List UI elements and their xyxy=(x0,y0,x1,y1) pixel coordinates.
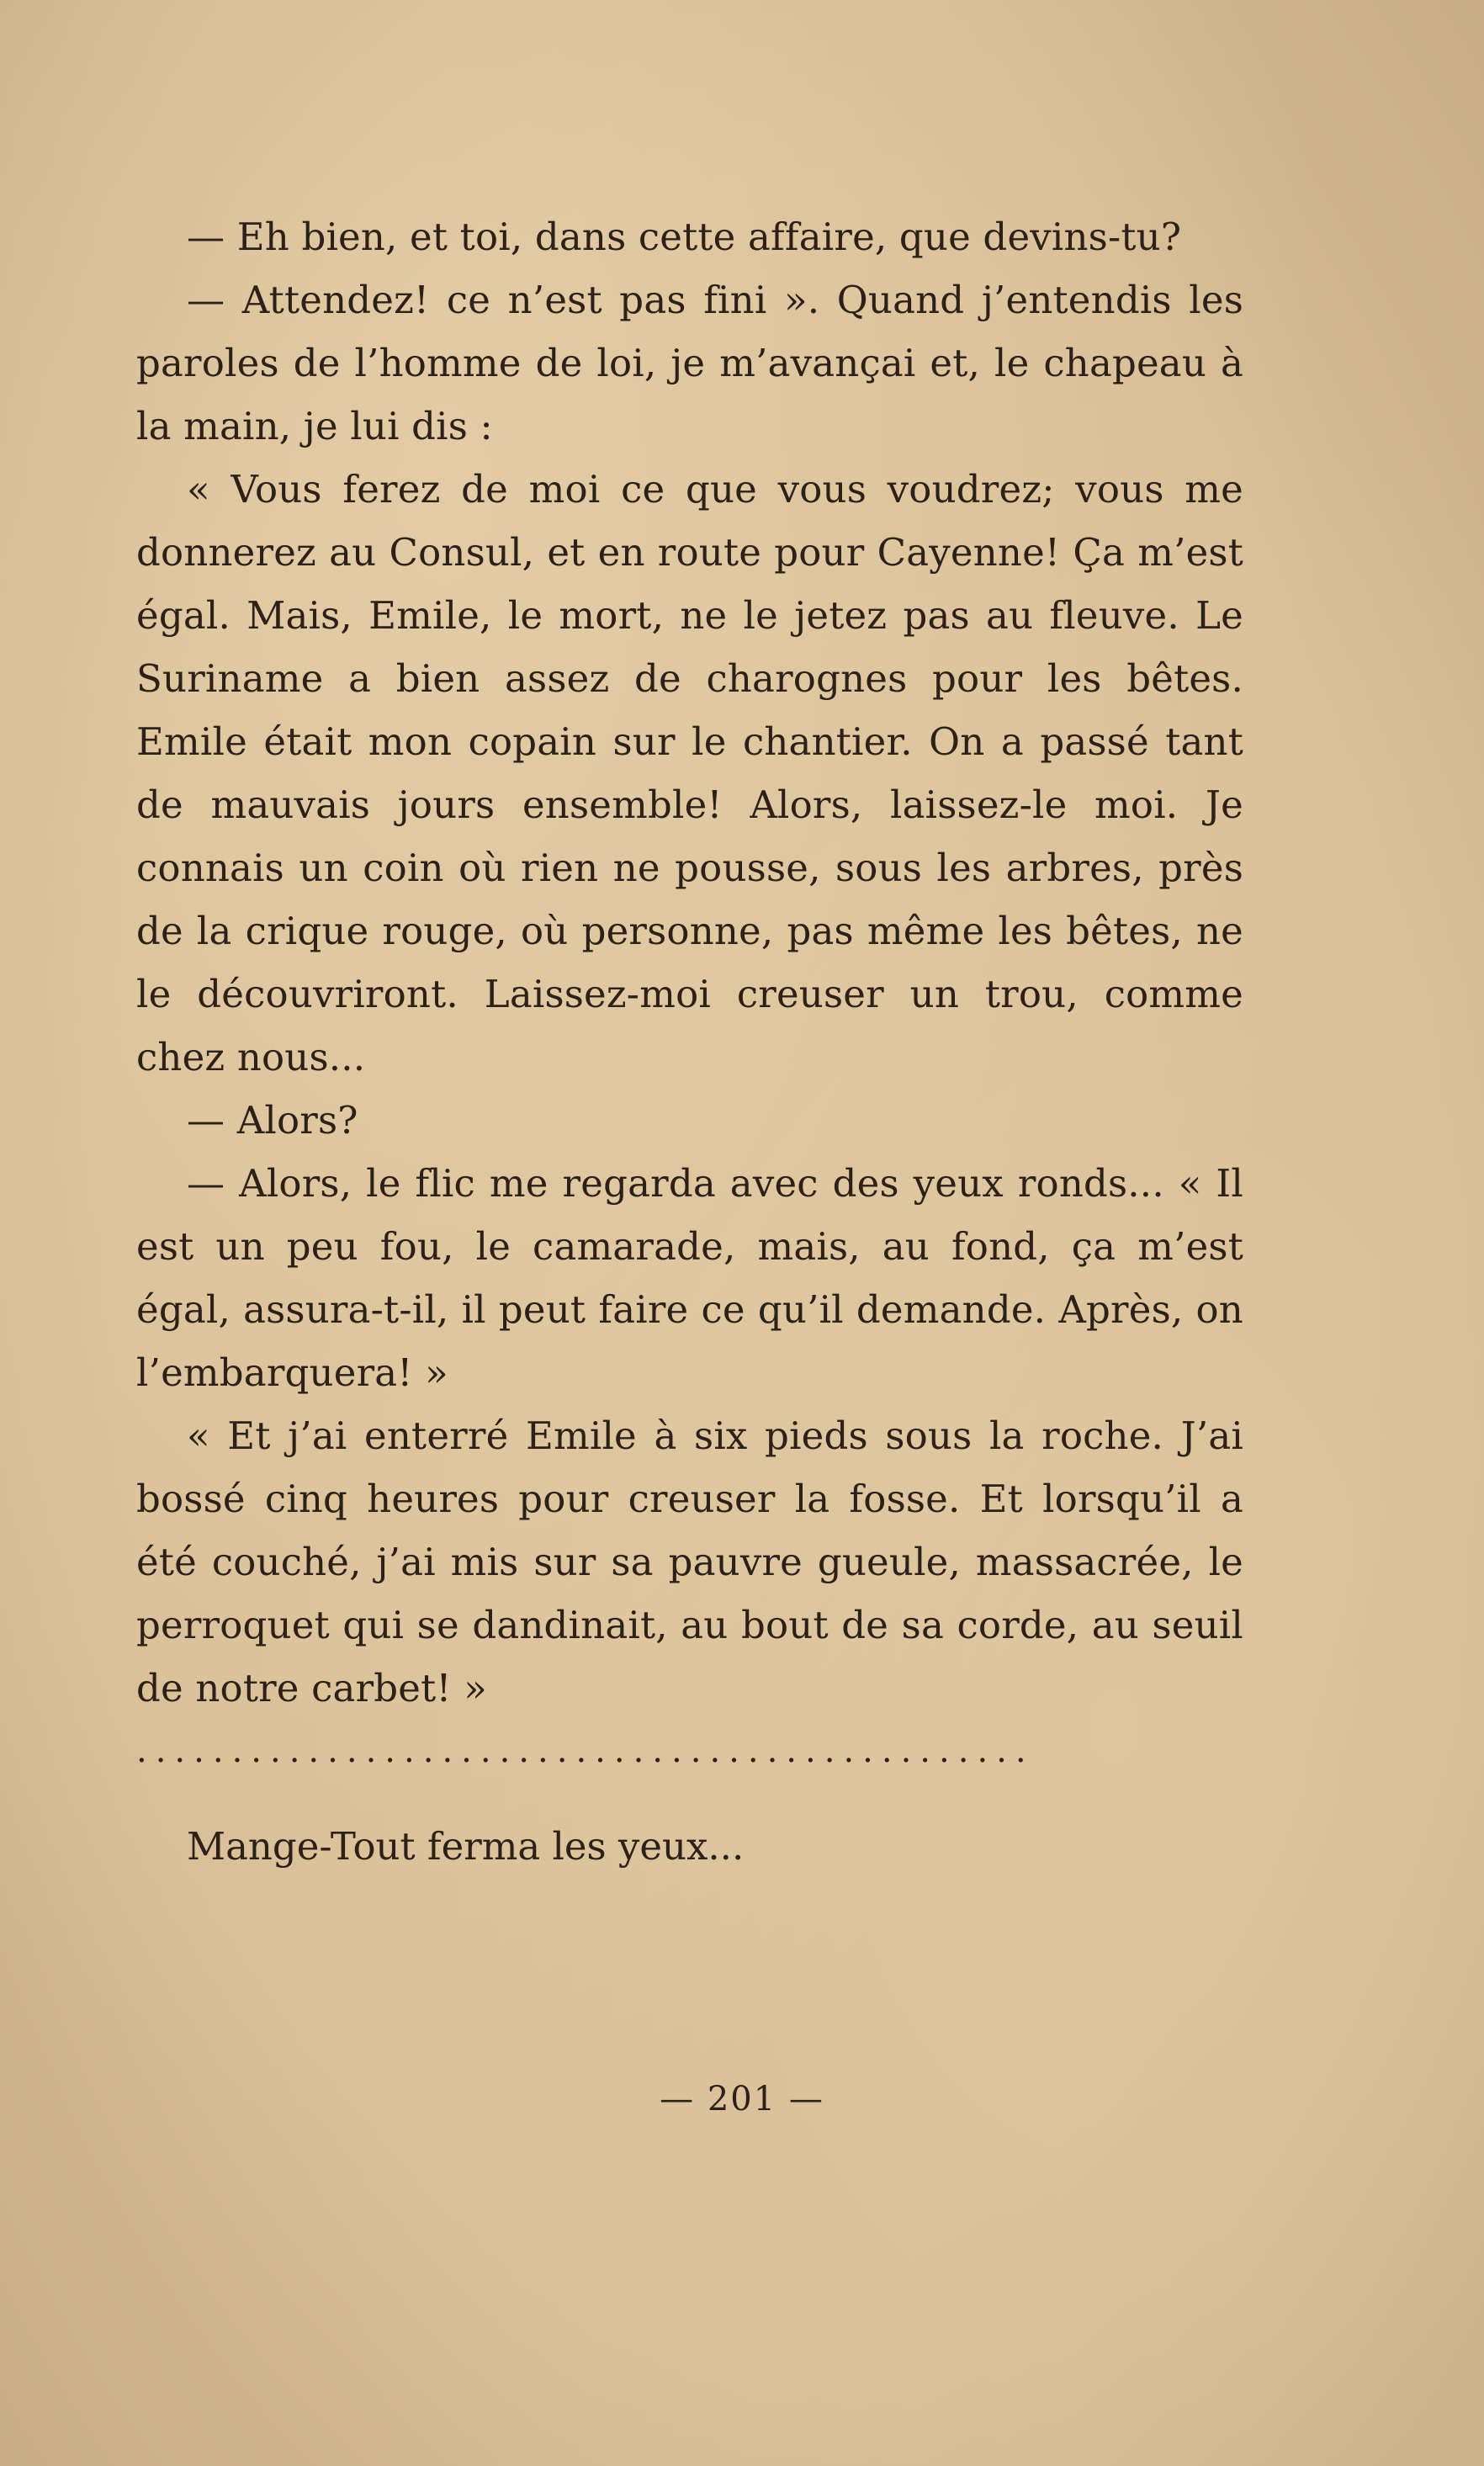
paragraph-6: « Et j’ai enterré Emile à six pieds sous la roche. J’ai bossé cinq heures pour creuser la fosse. Et lorsqu’il a été couché, j’ai mis sur sa pauvre gueule, massacrée, le perroquet qui se dandinait, au bout de sa corde, au seuil de notre carbet! » xyxy=(136,1413,1243,1710)
paragraph-4: — Alors? xyxy=(187,1098,358,1143)
page-number: — 201 — xyxy=(660,2080,824,2119)
paragraph-5: — Alors, le flic me regarda avec des yeux ronds... « Il est un peu fou, le camarade, mais, au fond, ça m’est égal, assura-t-il, il peut faire ce qu’il demande. Après, on l’embarquera! » xyxy=(136,1161,1243,1395)
paragraph-1: — Eh bien, et toi, dans cette affaire, que devins-tu? xyxy=(187,215,1182,259)
paragraph-3: « Vous ferez de moi ce que vous voudrez; vous me donnerez au Consul, et en route pour Cayenne! Ça m’est égal. Mais, Emile, le mort, ne le jetez pas au fleuve. Le Suriname a bien assez de charognes pour les bêtes. Emile était mon copain sur le chantier. On a passé tant de mauvais jours ensemble! Alors, laissez-le moi. Je connais un coin où rien ne pousse, sous les arbres, près de la crique rouge, où personne, pas même les bêtes, ne le découvriront. Laissez-moi creuser un trou, comme chez nous... xyxy=(136,467,1243,1079)
section-separator: ............................................... xyxy=(136,1732,1035,1770)
body-text xyxy=(136,205,1243,1878)
paragraph-2: — Attendez! ce n’est pas fini ». Quand j’entendis les paroles de l’homme de loi, je m’avançai et, le chapeau à la main, je lui dis : xyxy=(136,278,1243,448)
closing-line: Mange-Tout ferma les yeux... xyxy=(187,1824,745,1869)
